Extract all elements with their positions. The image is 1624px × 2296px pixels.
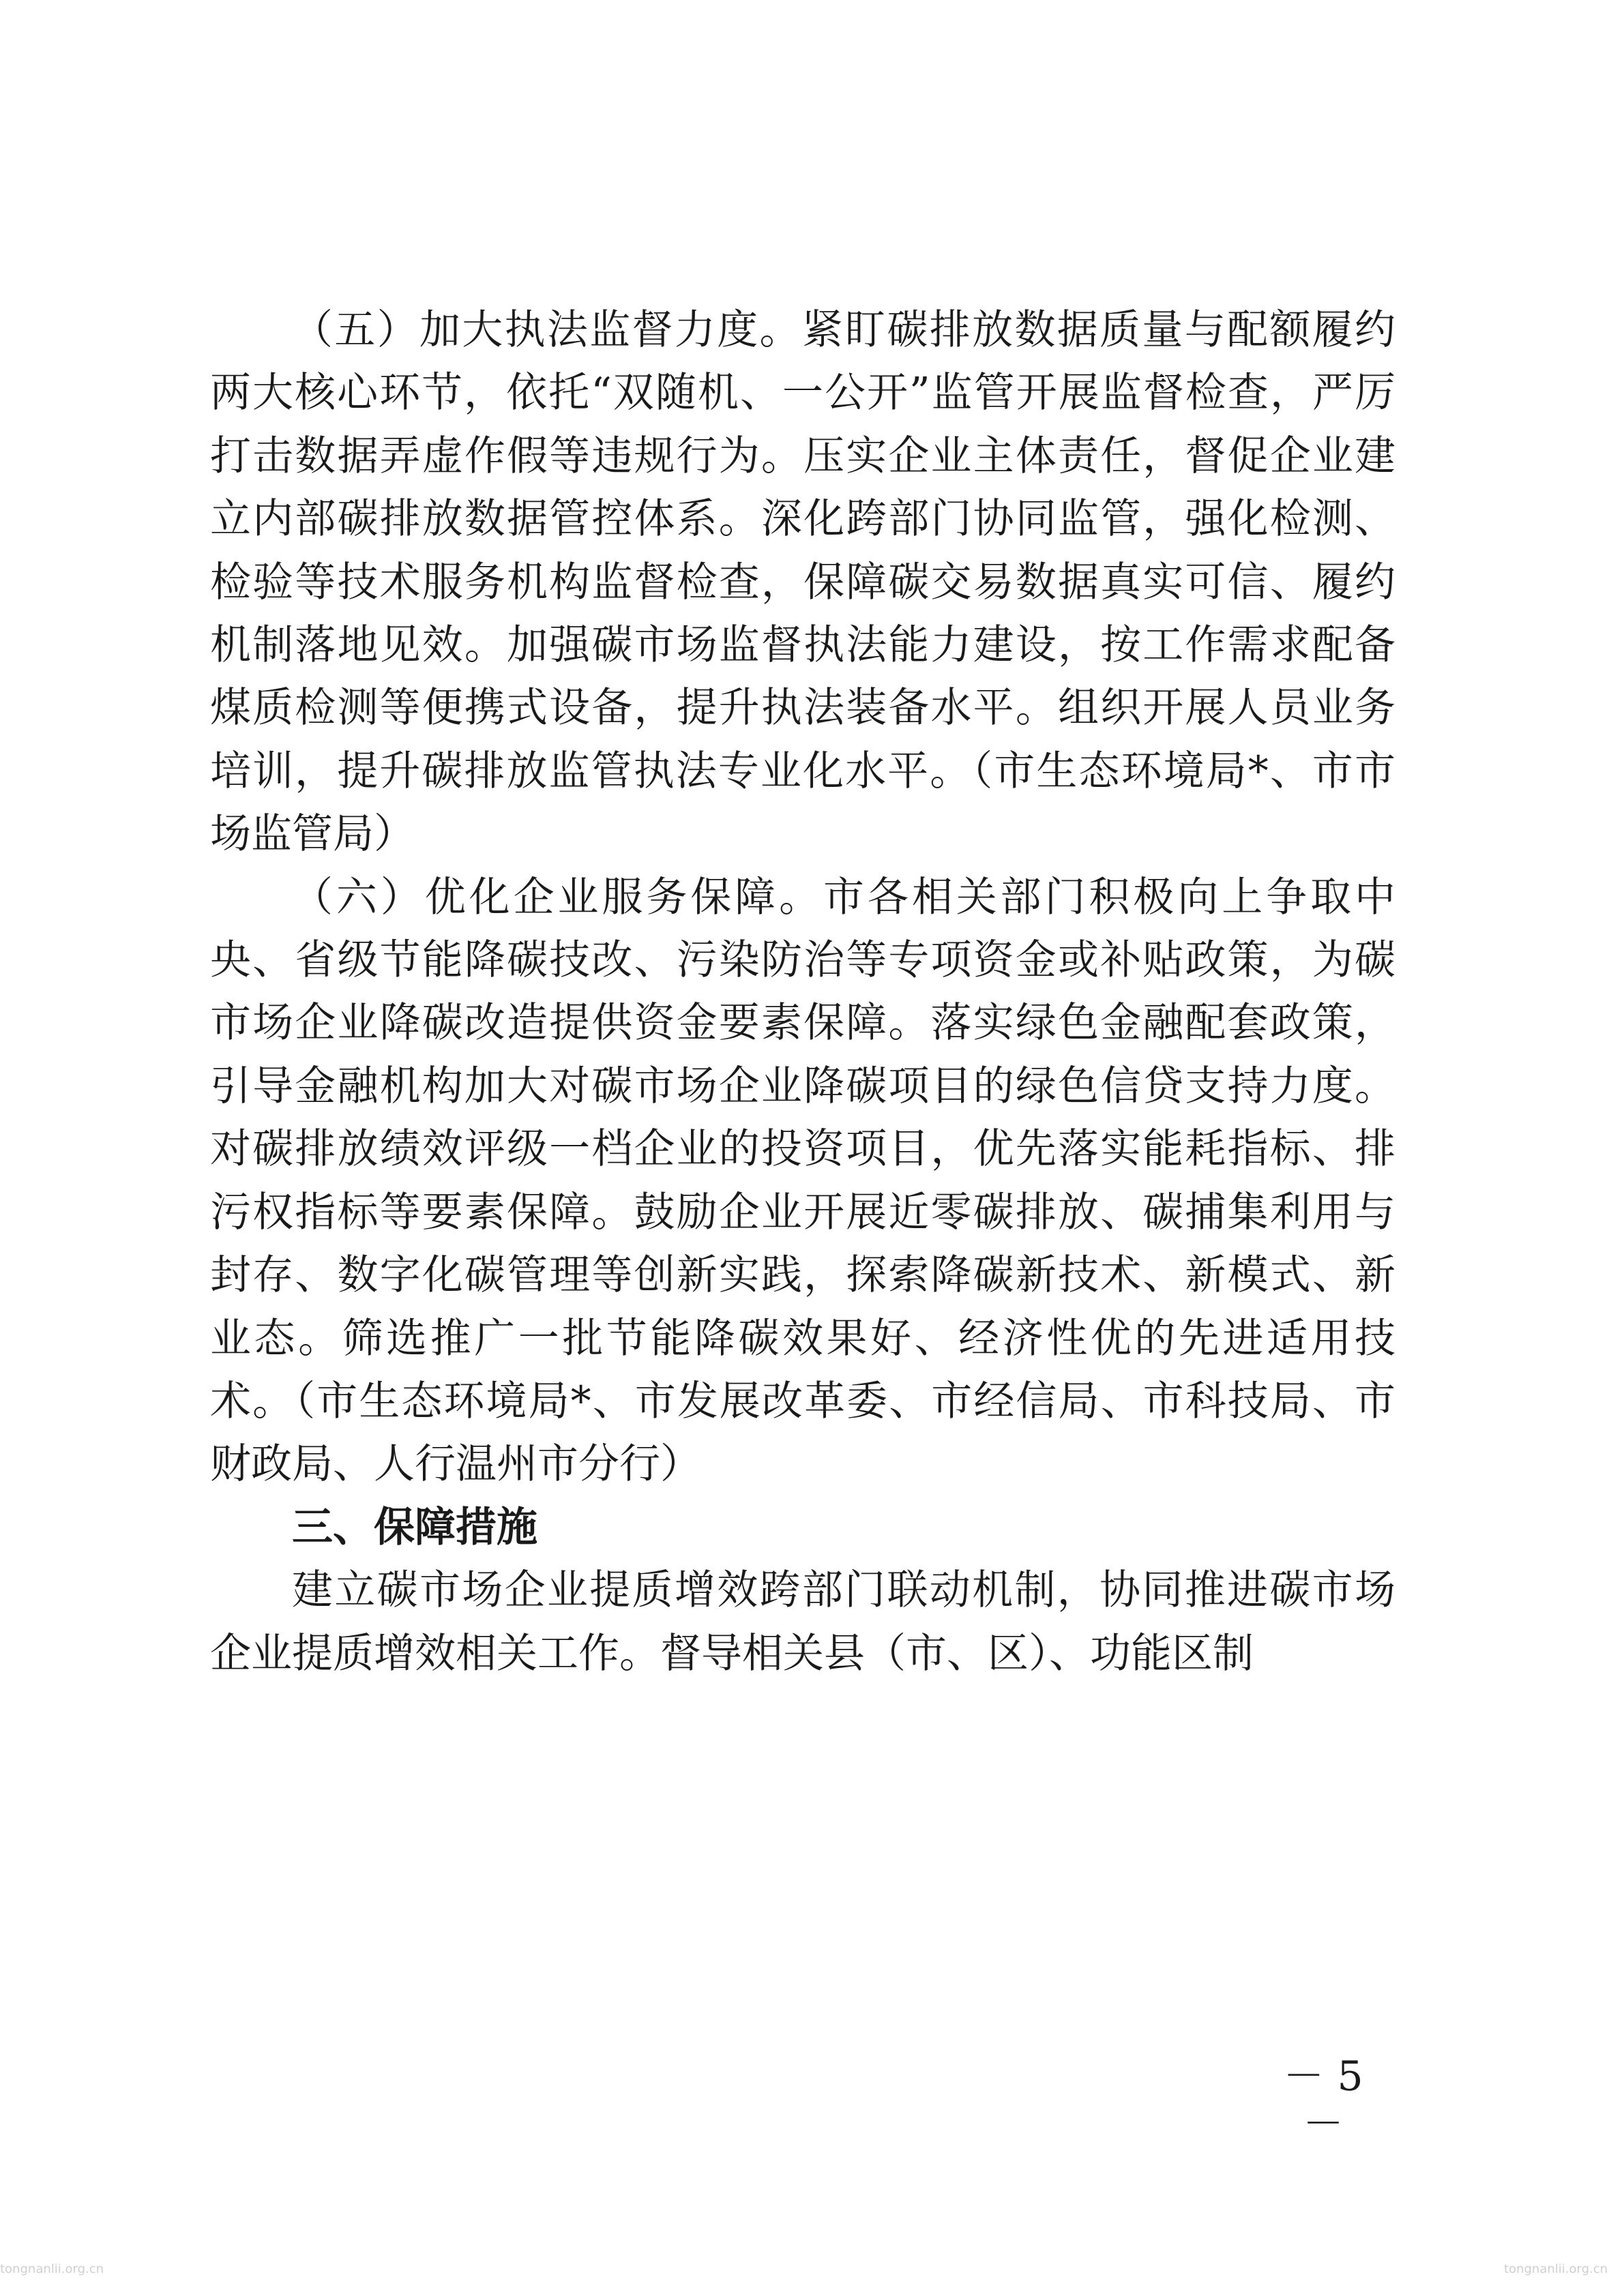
page-number: － 5 － (1283, 2053, 1363, 2148)
closing-paragraph: 建立碳市场企业提质增效跨部门联动机制，协同推进碳市场企业提质增效相关工作。督导相关县（市、区）、功能区制 (210, 1566, 1396, 1678)
watermark-left: tongnanlii.org.cn (0, 2262, 104, 2276)
paragraph-five: （五）加大执法监督力度。紧盯碳排放数据质量与配额履约两大核心环节，依托“双随机、一公开”监管开展监督检查，严厉打击数据弄虚作假等违规行为。压实企业主体责任，督促企业建立内部碳排放数据管控体系。深化跨部门协同监管，强化检测、检验等技术服务机构监督检查，保障碳交易数据真实可信、履约机制落地见效。加强碳市场监督执法能力建设，按工作需求配备煤质检测等便携式设备，提升执法装备水平。组织开展人员业务培训，提升碳排放监管执法专业化水平。（市生态环境局*、市市场监管局） (210, 306, 1396, 859)
paragraph-six: （六）优化企业服务保障。市各相关部门积极向上争取中央、省级节能降碳技改、污染防治等专项资金或补贴政策，为碳市场企业降碳改造提供资金要素保障。落实绿色金融配套政策，引导金融机构加大对碳市场企业降碳项目的绿色信贷支持力度。对碳排放绩效评级一档企业的投资项目，优先落实能耗指标、排污权指标等要素保障。鼓励企业开展近零碳排放、碳捕集利用与封存、数字化碳管理等创新实践，探索降碳新技术、新模式、新业态。筛选推广一批节能降碳效果好、经济性优的先进适用技术。（市生态环境局*、市发展改革委、市经信局、市科技局、市财政局、人行温州市分行） (210, 873, 1396, 1489)
watermark-right: tongnanlii.org.cn (1504, 2262, 1608, 2276)
section-heading: 三、保障措施 (292, 1503, 537, 1551)
document-body (210, 299, 1396, 1685)
